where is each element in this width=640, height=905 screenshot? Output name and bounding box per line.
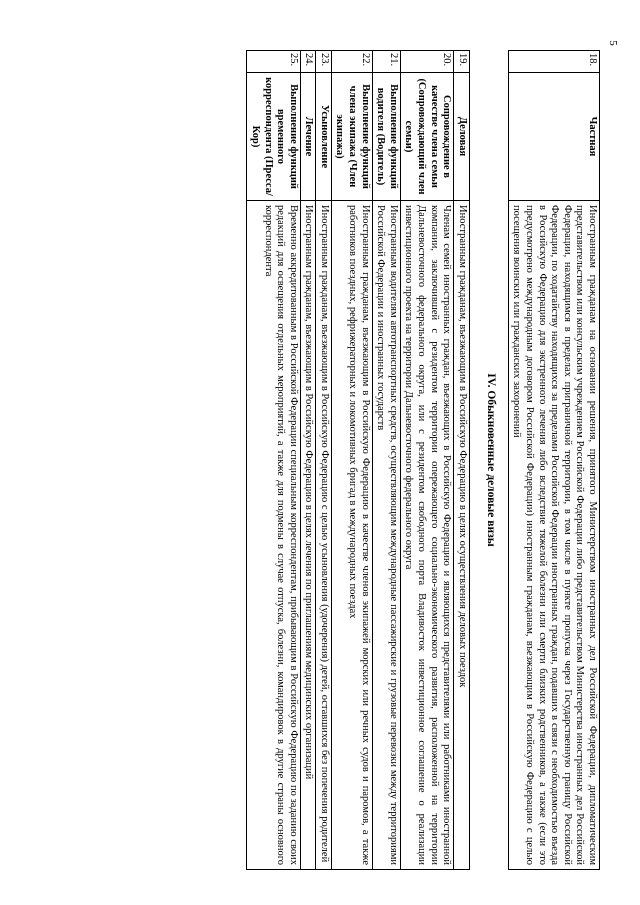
row-number: 19. — [454, 51, 470, 73]
row-number: 25. — [247, 51, 300, 73]
visa-purpose: Частная — [508, 73, 599, 201]
visa-description: Иностранным гражданам на основании решения, принятого Министерством иностранных дел Российской Федерации, дипломатическим представительством или консульским учреждением Российской Федерации либо представительством Министерства иностранных дел Российской Федерации, находящимся в пределах приграничной территории, в том числе в пункте пропуска через Государственную границу Российской Федерации, по ходатайству находящихся за пределами Российской Федерации иностранных граждан, подавших в связи с необходимостью въезда в Российскую Федерацию для экстренного лечения либо вследствие тяжелой болезни или смерти близких родственников, а также (если это предусмотрено международным договором Российской Федерации) иностранным гражданам, въезжающим в Российскую Федерацию с целью посещения воинских или гражданских захоронений — [508, 201, 599, 870]
row-number: 20. — [400, 51, 453, 73]
table-row — [300, 51, 316, 870]
visa-purpose: Выполнение функций водителя (Водитель) — [372, 73, 400, 201]
visa-table-rotated — [140, 50, 600, 870]
visa-description: Иностранным гражданам, въезжающим в Российскую Федерацию с целью усыновления (удочерения) детей, оставшихся без попечения родителей — [316, 201, 332, 870]
visa-purpose: Лечение — [300, 73, 316, 201]
visa-purpose: Сопровождение в качестве члена семьи (Сопровождающий член семьи) — [400, 73, 453, 201]
visa-purpose: Усыновление — [316, 73, 332, 201]
visa-table-top — [508, 50, 600, 870]
visa-description: Иностранным водителям автотранспортных средств, осуществляющим международные пассажирские и грузовые перевозки между территориями Российской Федерации и иностранных государств — [372, 201, 400, 870]
visa-description: Иностранным гражданам, въезжающим в Российскую Федерацию в качестве членов экипажей морских или речных судов и паромов, а также работников поездных, рефрижераторных и локомотивных бригад в международных поездах — [331, 201, 372, 870]
table-row — [508, 51, 599, 870]
page-number: 5 — [607, 40, 619, 46]
table-row — [247, 51, 300, 870]
visa-description: Иностранным гражданам, въезжающим в Российскую Федерацию в целях осуществления деловых поездок — [454, 201, 470, 870]
visa-purpose: Выполнение функций члена экипажа (Член экипажа) — [331, 73, 372, 201]
visa-table-bottom — [246, 50, 470, 870]
table-row — [316, 51, 332, 870]
row-number: 24. — [300, 51, 316, 73]
row-number: 21. — [372, 51, 400, 73]
row-number: 18. — [508, 51, 599, 73]
section-title: IV. Обыкновенные деловые визы — [484, 373, 497, 547]
visa-description: Временно аккредитованным в Российской Федерации специальным корреспондентам, прибывающим в Российскую Федерацию по заданию своих редакций для освещения отдельных мероприятий, а также для подмены в случае отпуска, болезни, командировок в другие страны основного корреспондента — [247, 201, 300, 870]
visa-purpose: Деловая — [454, 73, 470, 201]
visa-purpose: Выполнение функций временного корреспондента (Пресса/Кор) — [247, 73, 300, 201]
row-number: 23. — [316, 51, 332, 73]
table-row — [372, 51, 400, 870]
visa-description: Членам семей иностранных граждан, въезжающих в Российскую Федерацию и являющихся представителями или работниками иностранной компании, заключившей с резидентом территории опережающего социально-экономического развития, расположенной на территории Дальневосточного федерального округа, или с резидентом свободного порта Владивосток инвестиционное соглашение о реализации инвестиционного проекта на территории Дальневосточного федерального округа — [400, 201, 453, 870]
table-row — [400, 51, 453, 870]
table-row — [331, 51, 372, 870]
visa-description: Иностранным гражданам, въезжающим в Российскую Федерацию в целях лечения по приглашениям медицинских организаций — [300, 201, 316, 870]
table-row — [454, 51, 470, 870]
row-number: 22. — [331, 51, 372, 73]
